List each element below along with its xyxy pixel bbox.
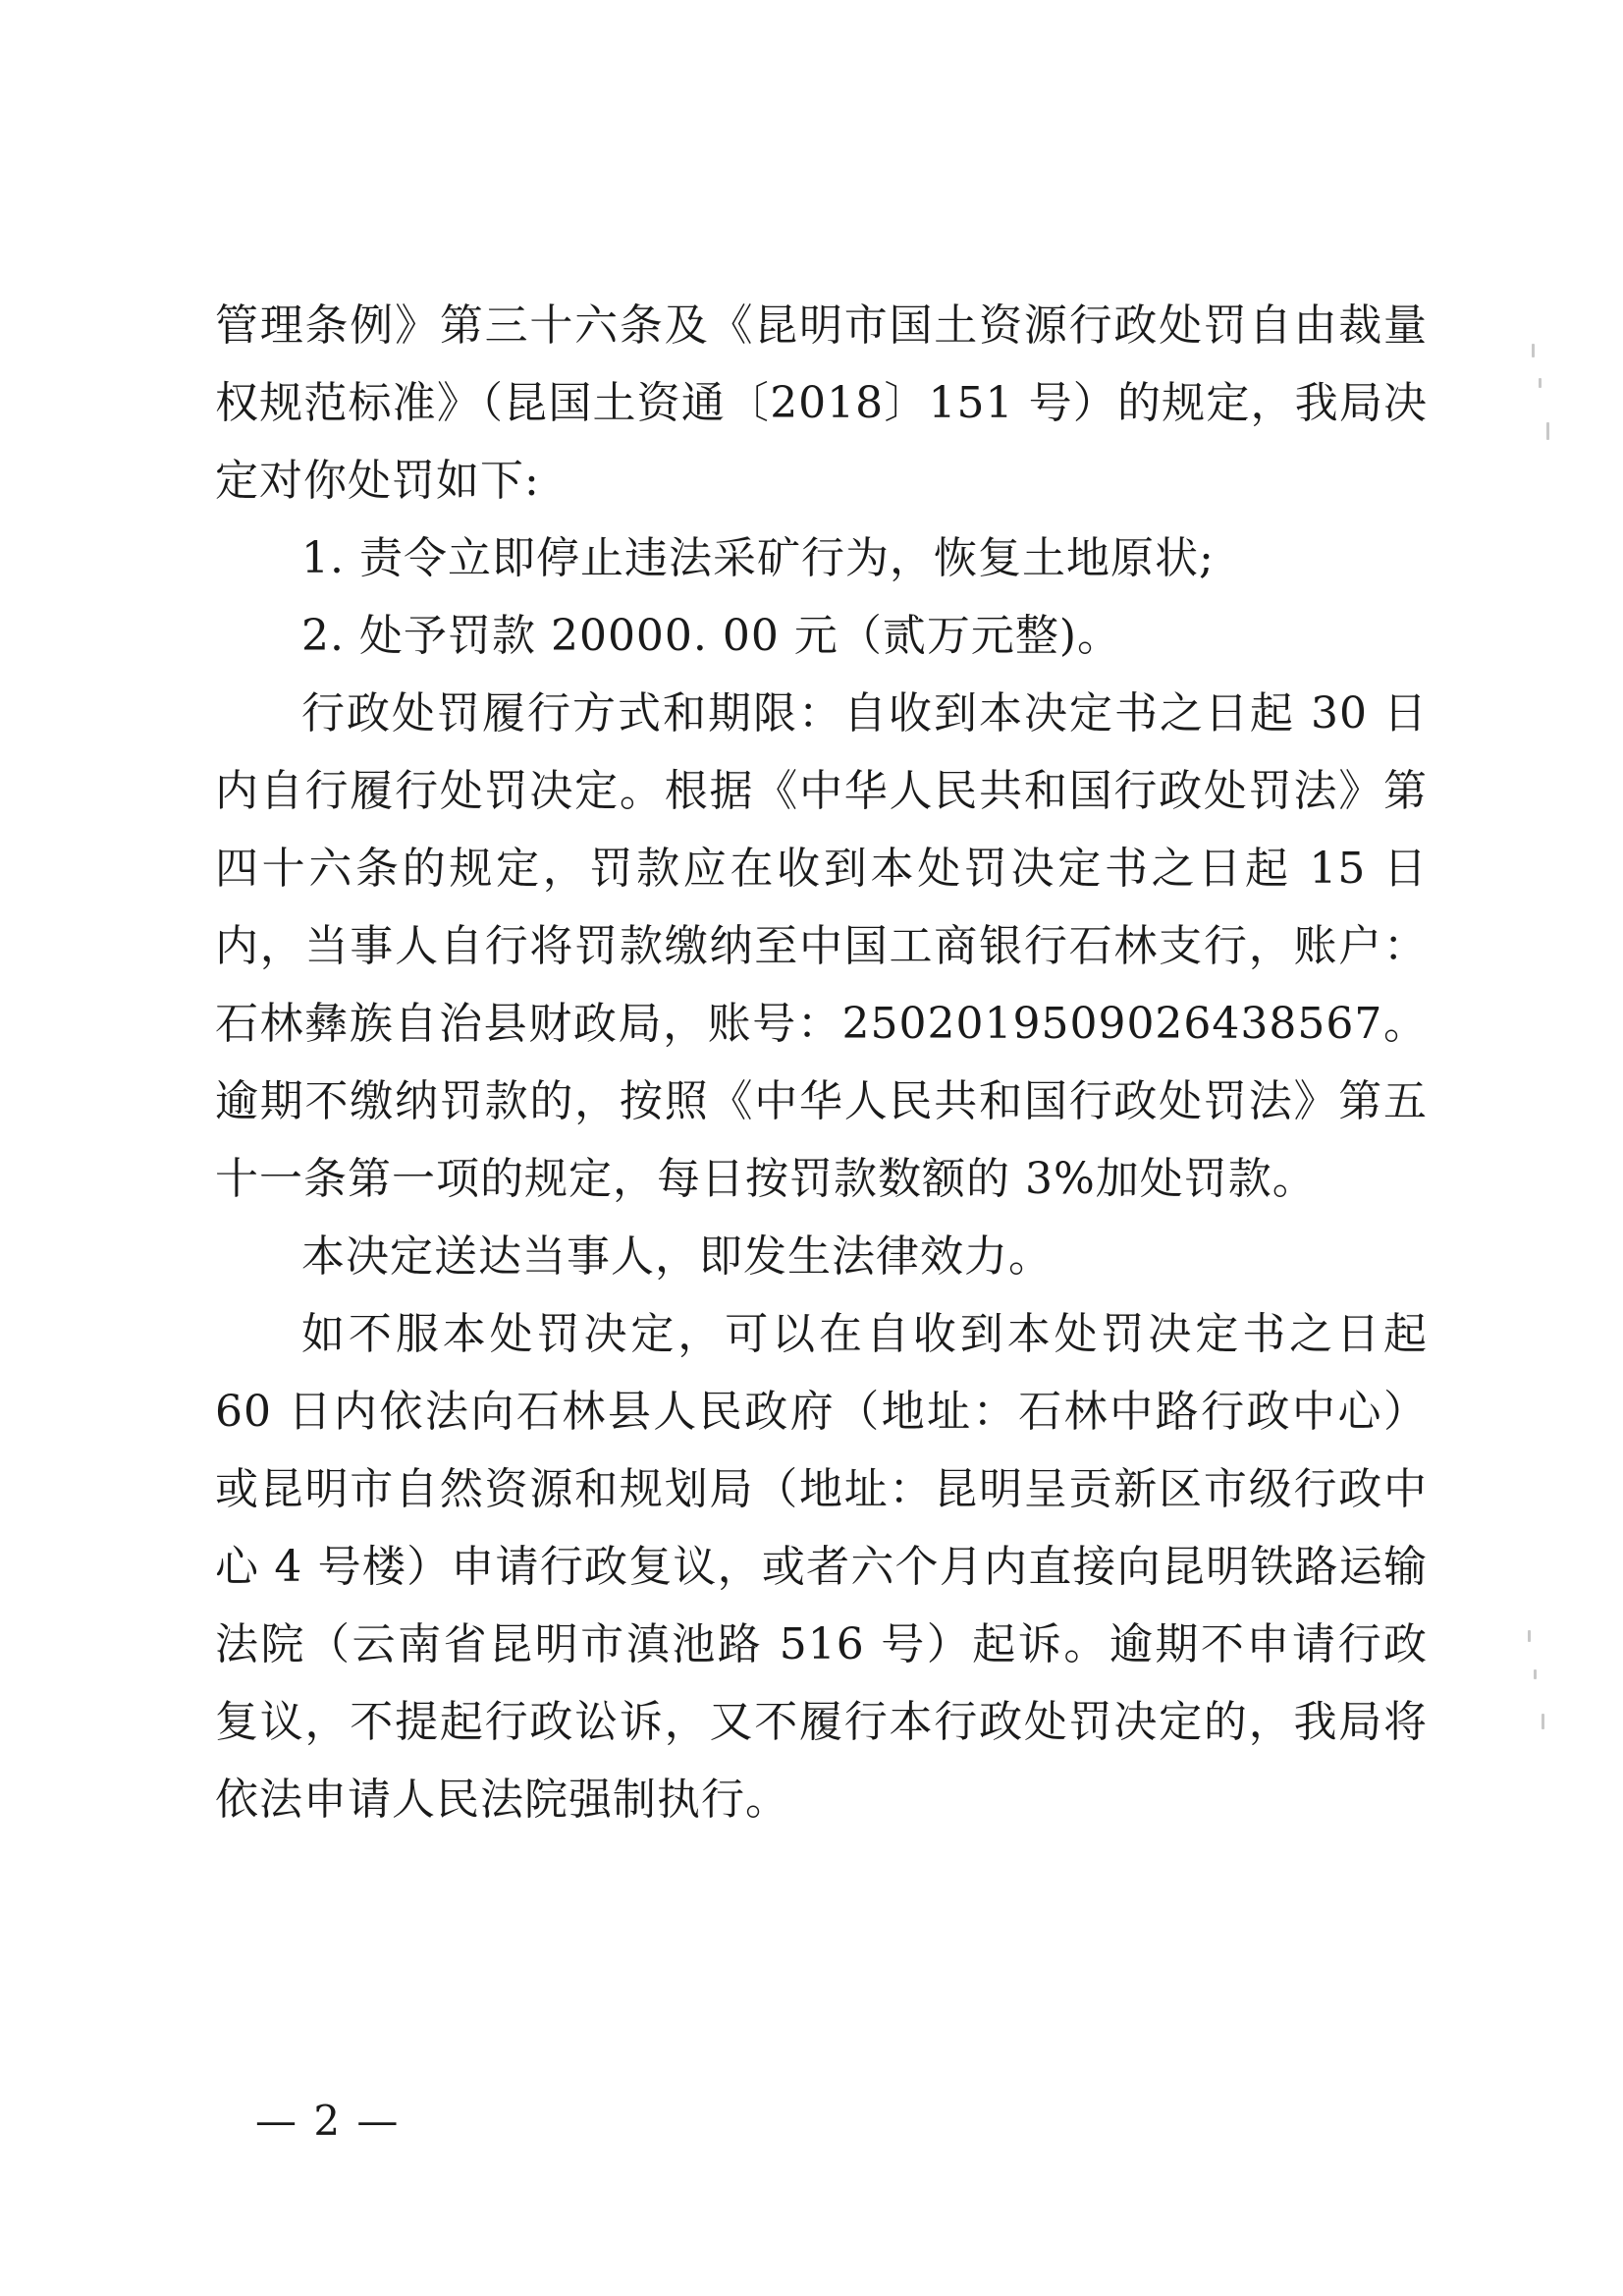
scan-artifact-mark	[1542, 1714, 1544, 1729]
paragraph-legal-basis: 管理条例》第三十六条及《昆明市国土资源行政处罚自由裁量权规范标准》（昆国土资通〔2018〕151 号）的规定，我局决定对你处罚如下:	[215, 301, 1428, 506]
paragraph-payment-terms: 行政处罚履行方式和期限：自收到本决定书之日起 30 日内自行履行处罚决定。根据《中华人民共和国行政处罚法》第四十六条的规定，罚款应在收到本处罚决定书之日起 15 日内，当事人自行将罚款缴纳至中国工商银行石林支行，账户：石林彝族自治县财政局，账号：2502019509026438567。逾期不缴纳罚款的，按照《中华人民共和国行政处罚法》第五十一条第一项的规定，每日按罚款数额的 3%加处罚款。	[215, 688, 1428, 1204]
scan-artifact-mark	[1546, 422, 1549, 440]
scan-artifact-mark	[1528, 1630, 1531, 1642]
scan-artifact-mark	[1539, 378, 1542, 388]
paragraph-effectiveness: 本决定送达当事人，即发生法律效力。	[301, 1231, 1053, 1282]
paragraph-penalty-item-1: 1. 责令立即停止违法采矿行为，恢复土地原状;	[301, 533, 1215, 583]
scan-artifact-mark	[1532, 344, 1535, 357]
page-number: — 2 —	[255, 2097, 401, 2145]
paragraph-penalty-item-2: 2. 处予罚款 20000. 00 元（贰万元整)。	[301, 611, 1122, 661]
paragraph-appeal-rights: 如不服本处罚决定，可以在自收到本处罚决定书之日起 60 日内依法向石林县人民政府（地址：石林中路行政中心）或昆明市自然资源和规划局（地址：昆明呈贡新区市级行政中心 4 号楼）申请行政复议，或者六个月内直接向昆明铁路运输法院（云南省昆明市滇池路 516 号）起诉。逾期不申请行政复议，不提起行政讼诉，又不履行本行政处罚决定的，我局将依法申请人民法院强制执行。	[215, 1309, 1428, 1825]
document-body	[215, 287, 1428, 1838]
scan-artifact-mark	[1534, 1669, 1537, 1679]
